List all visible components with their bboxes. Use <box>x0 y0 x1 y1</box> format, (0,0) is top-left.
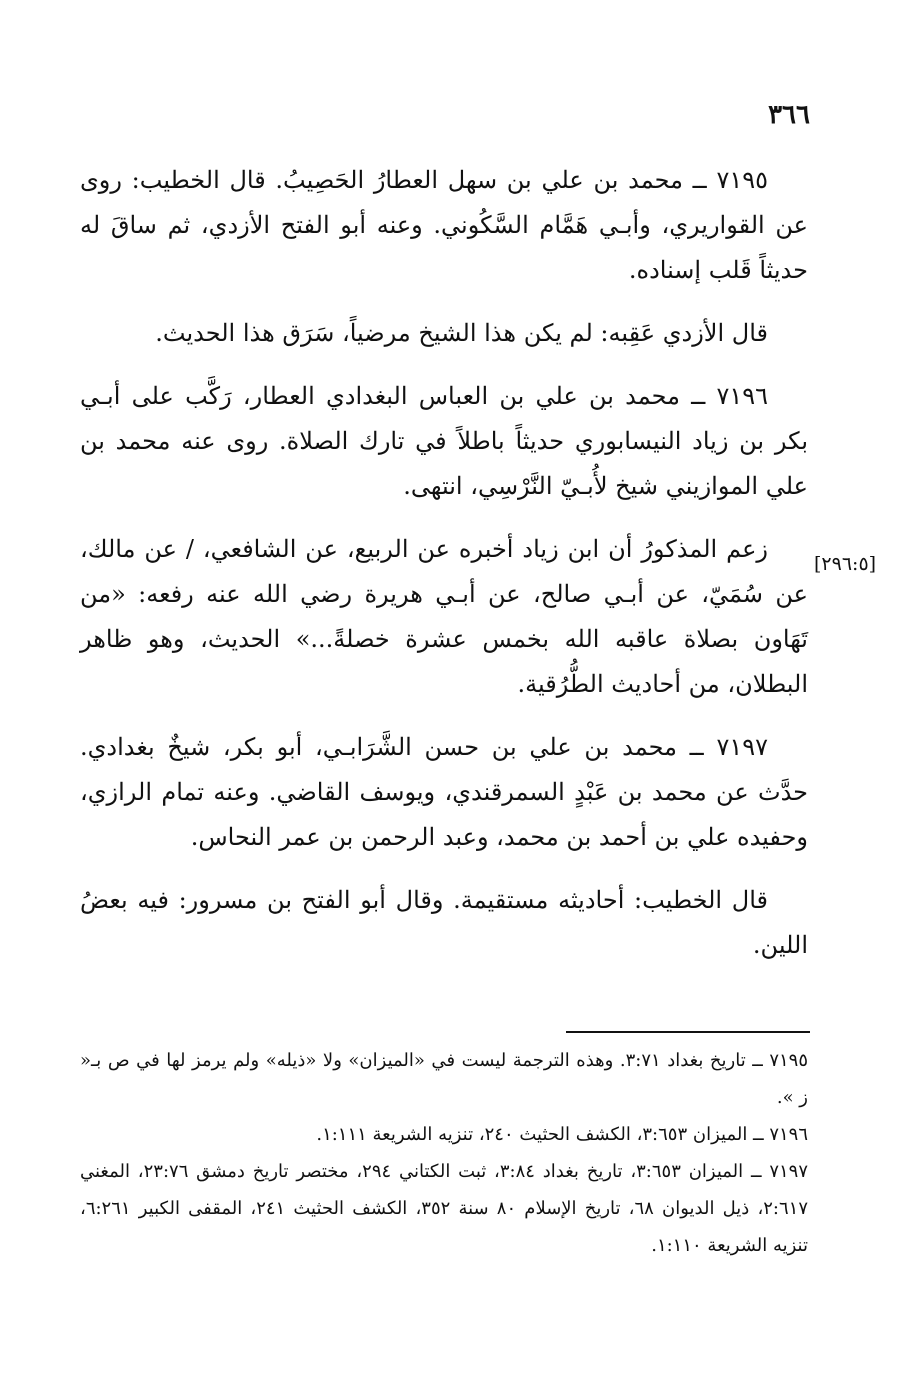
footnotes <box>80 1042 808 1264</box>
main-text <box>80 158 808 986</box>
entry-7195-comment: قال الأزدي عَقِبه: لم يكن هذا الشيخ مرضياً، سَرَق هذا الحديث. <box>155 319 768 347</box>
entry-7197-comment: قال الخطيب: أحاديثه مستقيمة. وقال أبو الفتح بن مسرور: فيه بعضُ اللين. <box>80 886 808 959</box>
footnote-7195: ٧١٩٥ ــ تاريخ بغداد ٣:٧١. وهذه الترجمة ليست في «الميزان» ولا «ذيله» ولم يرمز لها في ص بـ« ز ». <box>80 1050 808 1108</box>
entry-7195: ٧١٩٥ ــ محمد بن علي بن سهل العطارُ الحَصِيبُ. قال الخطيب: روى عن القواريري، وأبـي هَمَّام السَّكُوني. وعنه أبو الفتح الأزدي، ثم ساقَ له حديثاً قَلب إسناده. <box>80 166 808 284</box>
entry-7197: ٧١٩٧ ــ محمد بن علي بن حسن الشَّرَابـي، أبو بكر، شيخٌ بغدادي. حدَّث عن محمد بن عَبْدٍ السمرقندي، ويوسف القاضي. وعنه تمام الرازي، وحفيده علي بن أحمد بن محمد، وعبد الرحمن بن عمر النحاس. <box>80 733 808 851</box>
margin-page-marker: [٢٩٦:٥] <box>814 553 877 575</box>
page-number: ٣٦٦ <box>768 100 810 130</box>
footnote-7196: ٧١٩٦ ــ الميزان ٣:٦٥٣، الكشف الحثيث ٢٤٠، تنزيه الشريعة ١:١١١. <box>316 1124 808 1145</box>
entry-7196-continuation: زعم المذكورُ أن ابن زياد أخبره عن الربيع، عن الشافعي، / عن مالك، عن سُمَيّ، عن أبـي صالح، عن أبـي هريرة رضي الله عنه رفعه: «من تَهَاون بصلاة عاقبه الله بخمس عشرة خصلةً...» الحديث، وهو ظاهر البطلان، من أحاديث الطُّرُقية. <box>80 535 808 698</box>
footnote-7197: ٧١٩٧ ــ الميزان ٣:٦٥٣، تاريخ بغداد ٣:٨٤، ثبت الكتاني ٢٩٤، مختصر تاريخ دمشق ٢٣:٧٦، المغني ٢:٦١٧، ذيل الديوان ٦٨، تاريخ الإسلام ٨٠ سنة ٣٥٢، الكشف الحثيث ٢٤١، المقفى الكبير ٦:٢٦١، تنزيه الشريعة ١:١١٠. <box>80 1161 809 1256</box>
entry-7196: ٧١٩٦ ــ محمد بن علي بن العباس البغدادي العطار، رَكَّب على أبـي بكر بن زياد النيسابوري حديثاً باطلاً في تارك الصلاة. روى عنه محمد بن علي الموازيني شيخ لأُبـيّ النَّرْسِي، انتهى. <box>80 382 808 500</box>
footnote-divider <box>566 1031 810 1033</box>
